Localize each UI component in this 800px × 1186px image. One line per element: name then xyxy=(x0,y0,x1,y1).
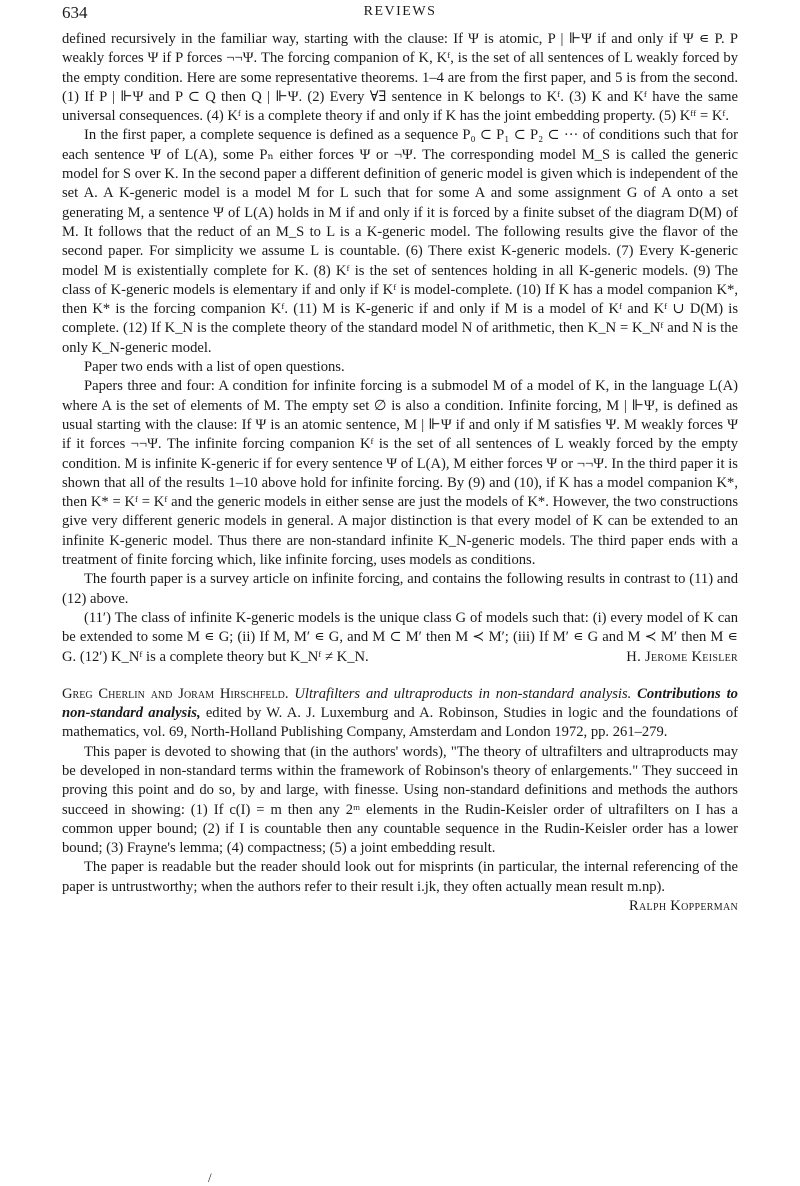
review1-paragraph-6-text: (11′) The class of infinite K-generic models is the unique class G of models such that: (i) every model of K can be extended to some M ∊ G; (ii) If M, M′ ∊ G, and M ⊂ M′ then M ≺ M′; (iii) If M′ ∊ G and M ≺ M′ then M ∊ G. (12′) K_Nᶠ is a complete theory but K_Nᶠ ≠ K_N. xyxy=(62,609,738,665)
review1-paragraph-1: defined recursively in the familiar way, starting with the clause: If Ψ is atomic, P | ⊩Ψ if and only if Ψ ∊ P. P weakly forces Ψ if P forces ¬¬Ψ. The forcing companion of K, Kᶠ, is the set of all sentences of L weakly forced by the empty condition. Here are some representative theorems. 1–4 are from the first paper, and 5 is from the second. (1) If P | ⊩Ψ and P ⊂ Q then Q | ⊩Ψ. (2) Every ∀∃ sentence in K belongs to Kᶠ. (3) K and Kᶠ have the same universal consequences. (4) Kᶠ is a complete theory if and only if K has the joint embedding property. (5) Kᶠᶠ = Kᶠ. xyxy=(62,31,738,125)
page-header xyxy=(62,0,738,30)
review2-paragraph-1: This paper is devoted to showing that (in the authors' words), "The theory of ultrafilters and ultraproducts may be developed in non-standard terms within the framework of Robinson's theory of enlargements." They succeed in proving this point and do so, by and large, with finesse. Using non-standard definitions and methods the authors succeed in showing: (1) If c(I) = m then any 2ᵐ elements in the Rudin-Keisler order of ultrafilters on I has a common upper bound; (2) if I is countable then any countable sequence in the Rudin-Keisler order has a lower bound; (3) Frayne's lemma; (4) compactness; (5) a joint embedding result. xyxy=(62,743,738,857)
reviewer-signature-kopperman: Ralph Kopperman xyxy=(629,898,738,915)
reviewer-signature-keisler: H. Jerome Keisler xyxy=(626,648,738,665)
review2-authors: Greg Cherlin and Joram Hirschfeld. xyxy=(62,685,289,702)
review2-title: Ultrafilters and ultraproducts in non-standard analysis. xyxy=(294,685,632,702)
running-head: REVIEWS xyxy=(363,4,437,19)
review2-heading xyxy=(62,685,738,743)
review-keisler xyxy=(62,30,738,915)
review2-collection: Contributions to non-standard analysis, xyxy=(62,685,738,722)
review1-paragraph-3: Paper two ends with a list of open questions. xyxy=(84,359,345,376)
review1-paragraph-2: In the first paper, a complete sequence is defined as a sequence P₀ ⊂ P₁ ⊂ P₂ ⊂ ··· of conditions such that for each sentence Ψ of L(A), some Pₙ either forces Ψ or ¬Ψ. The corresponding model M_S is called the generic model for S over K. In the second paper a different definition of generic model is given which is independent of the set A. A K-generic model is a model M for L such that for some A and some assignment G of A onto a set generating M, a sentence Ψ of L(A) holds in M if and only if it is forced by a finite subset of the diagram D(M) of M. It follows that the reduct of an M_S to L is a K-generic model. The following results give the flavor of the second paper. For simplicity we assume L is countable. (6) There exist K-generic models. (7) Every K-generic model M is existentially complete for K. (8) Kᶠ is the set of sentences holding in all K-generic models. (9) The class of K-generic models is elementary if and only if Kᶠ is model-complete. (10) If K has a model companion K*, then K* is the forcing companion Kᶠ. (11) M is K-generic if and only if M is a model of Kᶠ and Kᶠ ∪ D(M) is complete. (12) If K_N is the complete theory of the standard model N of arithmetic, then K_N = K_Nᶠ and N is the only K_N-generic model. xyxy=(62,127,738,356)
review2-paragraph-2-text: The paper is readable but the reader should look out for misprints (in particular, the internal referencing of the paper is untrustworthy; when the authors refer to their result i.jk, they often actually mean result m.np). xyxy=(62,859,738,895)
review1-paragraph-4: Papers three and four: A condition for infinite forcing is a submodel M of a model of K, in the language L(A) where A is the set of elements of M. The empty set ∅ is also a condition. Infinite forcing, M | ⊩Ψ, is defined as usual starting with the clause: If Ψ is an atomic sentence, M | ⊩Ψ if and only if M satisfies Ψ. M weakly forces Ψ if it forces ¬¬Ψ. The infinite forcing companion Kᶠ is the set of all sentences of L weakly forced by the empty condition. M is infinite K-generic if for every sentence Ψ of L(A), M either forces Ψ or ¬¬Ψ. In the third paper it is shown that all of the results 1–10 above hold for infinite forcing. By (9) and (10), if K has a model companion K*, then K* = Kᶠ = Kᶠ and the generic models in either sense are just the models of K*. However, the two constructions give very different generic models in general. A major distinction is that every model of K can be extended to an infinite K-generic model. Thus there are non-standard infinite K_N-generic models. The third paper ends with a treatment of finite forcing which, like infinite forcing, uses models as conditions. xyxy=(62,378,738,569)
review1-paragraph-5: The fourth paper is a survey article on infinite forcing, and contains the following results in contrast to (11) and (12) above. xyxy=(62,571,738,607)
review2-citation: edited by W. A. J. Luxemburg and A. Robinson, Studies in logic and the foundations of mathematics, vol. 69, North-Holland Publishing Company, Amsterdam and London 1972, pp. 261–279. xyxy=(62,705,738,741)
review2-paragraph-2 xyxy=(62,858,738,915)
review1-paragraph-6 xyxy=(62,609,738,667)
page xyxy=(62,0,738,916)
page-number: 634 xyxy=(62,3,88,22)
footer-mark: / xyxy=(208,1170,212,1185)
